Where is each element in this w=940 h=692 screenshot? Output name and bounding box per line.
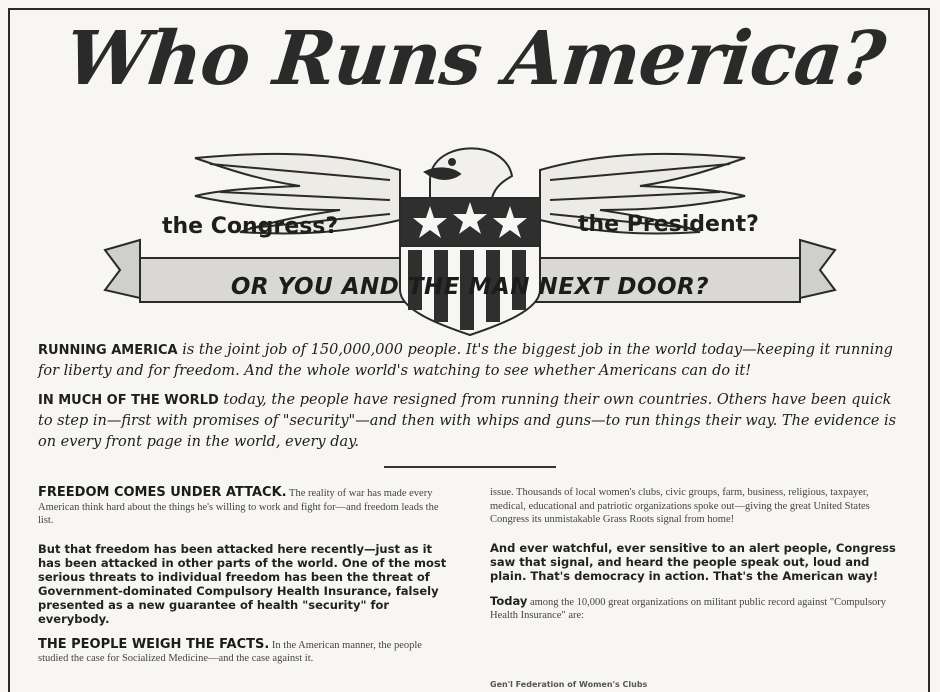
intro-1-text: is the joint job of 150,000,000 people. It's the biggest job in the world today—keeping it running for liberty and for freedom. And the whole world's watching to see whether Americans can do it! [38,342,893,379]
congress-label: the Congress? [162,214,339,239]
eagle-shield-emblem [100,140,840,340]
right-column [490,486,906,637]
intro-paragraph-2 [38,390,900,453]
attack-paragraph: But that freedom has been attacked here recently—just as it has been attacked in other parts of the world. One of the most serious threats to individual freedom has been the threat of Government-dominated Compulsory Health Insurance, falsely presented as a new guarantee of health "security" for everybody. [38,541,447,626]
today-lead: Today [490,593,528,608]
today-text: among the 10,000 great organizations on militant public record against "Compulsory Health Insurance" are: [490,596,887,621]
organization-list-start: Gen'l Federation of Women's Clubs [490,680,648,689]
banner-text: OR YOU AND THE MAN NEXT DOOR? [230,274,710,300]
left-column [38,486,454,680]
today-paragraph [490,595,906,623]
weigh-heading: THE PEOPLE WEIGH THE FACTS. [38,636,270,652]
intro-paragraph-1 [38,340,900,382]
intro-1-lead: RUNNING AMERICA [38,343,178,358]
weigh-paragraph [38,638,454,666]
issue-paragraph: issue. Thousands of local women's clubs, civic groups, farm, business, religious, taxpayer, medical, educational and patriotic organizations spoke out—giving the great United States Congress its unmistakable Grass Roots signal from home! [490,487,870,525]
freedom-paragraph [38,486,454,528]
intro-2-lead: IN MUCH OF THE WORLD [38,393,219,408]
intro-2-text: today, the people have resigned from running their own countries. Others have been quick to step in—first with promises of "security"—and then with whips and guns—to run things their way. The evidence is on every front page in the world, every day. [38,392,897,450]
headline: Who Runs America? [61,16,889,102]
section-divider [384,466,556,468]
watchful-paragraph: And ever watchful, ever sensitive to an alert people, Congress saw that signal, and heard the people speak out, loud and plain. That's democracy in action. That's the American way! [490,540,896,583]
president-label: the President? [578,212,759,237]
freedom-heading: FREEDOM COMES UNDER ATTACK. [38,485,287,500]
weigh-text: In the American manner, the people studied the case for Socialized Medicine—and the case against it. [38,639,422,664]
freedom-text: The reality of war has made every American think hard about the things he's willing to work and fight for—and freedom leads the list. [38,488,439,526]
